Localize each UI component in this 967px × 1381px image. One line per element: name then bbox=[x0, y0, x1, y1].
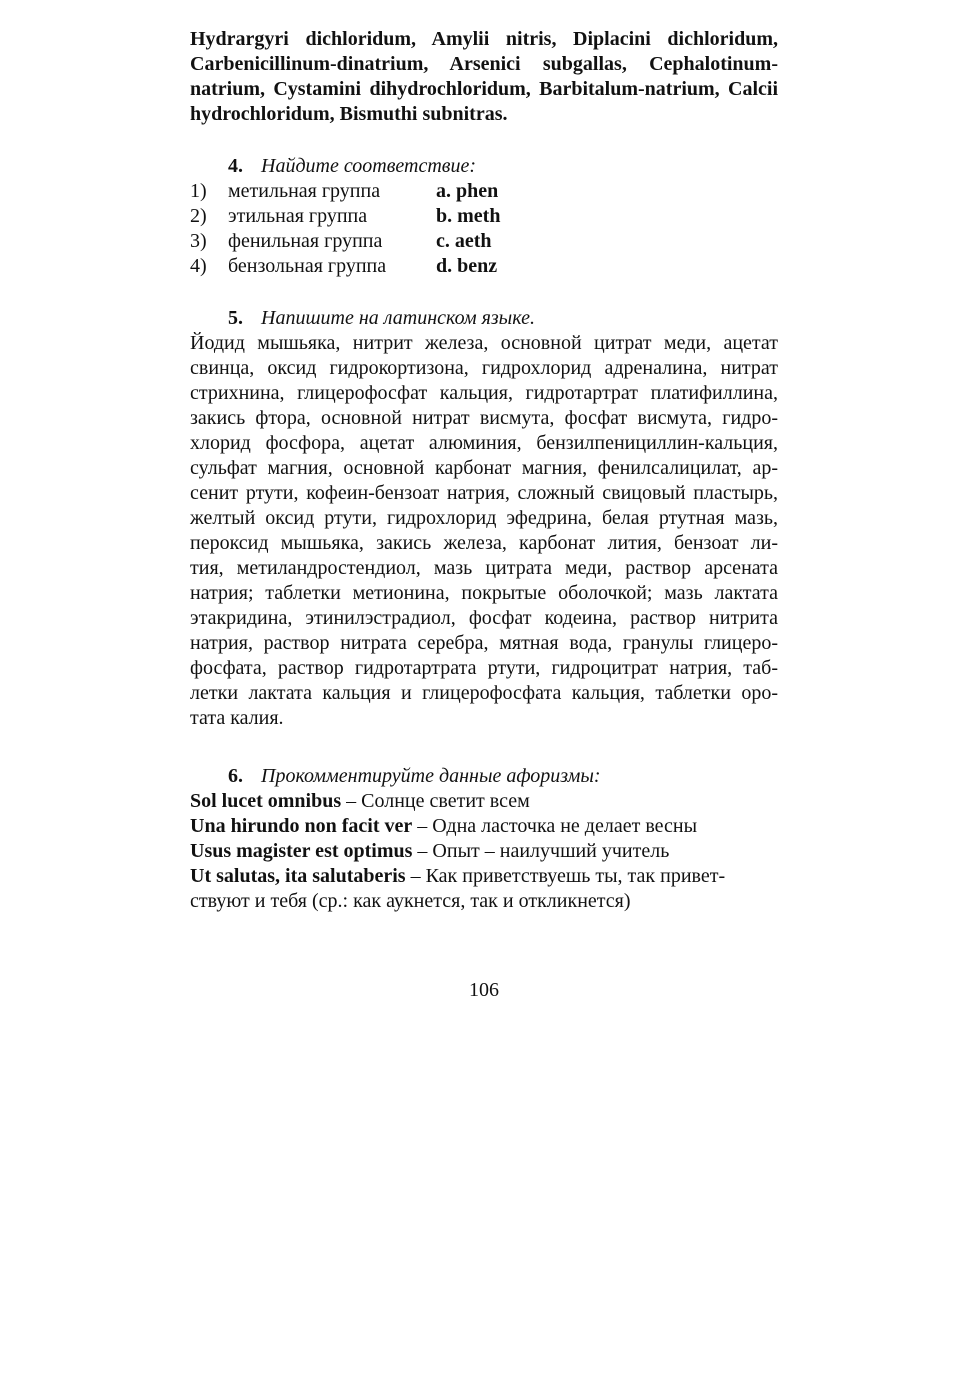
intro-line: natrium, Cystamini dihydrochloridum, Barbitalum-natrium, Calcii bbox=[190, 78, 778, 100]
match-number: 1) bbox=[190, 180, 207, 202]
task-6-title: Прокомментируйте данные афоризмы: bbox=[261, 765, 601, 787]
aphorism-translation: – Солнце светит всем bbox=[341, 790, 530, 812]
match-answer: a. phen bbox=[436, 180, 499, 202]
aphorism-translation: – Опыт – наилучший учитель bbox=[412, 840, 670, 862]
task-6-heading bbox=[228, 764, 601, 789]
match-answer: b. meth bbox=[436, 205, 501, 227]
task-5-line: летки лактата кальция и глицерофосфата кальция, таблетки оро- bbox=[190, 682, 778, 704]
task-5-line: Йодид мышьяка, нитрит железа, основной цитрат меди, ацетат bbox=[190, 332, 778, 354]
aphorism-continuation: ствуют и тебя (ср.: как аукнется, так и откликнется) bbox=[190, 890, 631, 912]
task-5-line: закись фтора, основной нитрат висмута, фосфат висмута, гидро- bbox=[190, 407, 778, 429]
aphorism-line bbox=[190, 789, 530, 814]
aphorism-translation: – Как приветствуешь ты, так привет- bbox=[405, 865, 726, 887]
match-number: 4) bbox=[190, 255, 207, 277]
aphorism-latin: Sol lucet omnibus bbox=[190, 790, 342, 812]
task-5-line: желтый оксид ртути, гидрохлорид эфедрина, белая ртутная мазь, bbox=[190, 507, 778, 529]
task-5-line: стрихнина, глицерофосфат кальция, гидротартрат платифиллина, bbox=[190, 382, 778, 404]
match-row bbox=[190, 204, 530, 229]
task-5-line: сенит ртути, кофеин-бензоат натрия, сложный свицовый пластырь, bbox=[190, 482, 778, 504]
page-number: 106 bbox=[469, 979, 499, 1001]
aphorism-translation: – Одна ласточка не делает весны bbox=[412, 815, 698, 837]
match-row bbox=[190, 179, 530, 204]
aphorism-line bbox=[190, 864, 725, 889]
task-6-number: 6. bbox=[228, 765, 243, 787]
match-term: этильная группа bbox=[228, 205, 368, 227]
task-5-number: 5. bbox=[228, 307, 243, 329]
task-5-heading bbox=[228, 306, 535, 331]
match-row bbox=[190, 254, 530, 279]
task-4-heading bbox=[228, 154, 476, 179]
aphorism-latin: Usus magister est optimus bbox=[190, 840, 413, 862]
task-5-line: хлорид фосфора, ацетат алюминия, бензилпенициллин-кальция, bbox=[190, 432, 778, 454]
task-5-title: Напишите на латинском языке. bbox=[261, 307, 535, 329]
intro-line: Carbenicillinum-dinatrium, Arsenici subgallas, Cephalotinum- bbox=[190, 53, 778, 75]
task-5-line: этакридина, этинилэстрадиол, фосфат кодеина, раствор нитрита bbox=[190, 607, 778, 629]
match-term: фенильная группа bbox=[228, 230, 383, 252]
task-5-line: сульфат магния, основной карбонат магния, фенилсалицилат, ар- bbox=[190, 457, 778, 479]
aphorism-latin: Ut salutas, ita salutaberis bbox=[190, 865, 406, 887]
task-5-line: фосфата, раствор гидротартрата ртути, гидроцитрат натрия, таб- bbox=[190, 657, 778, 679]
task-5-line: натрия, раствор нитрата серебра, мятная вода, гранулы глицеро- bbox=[190, 632, 778, 654]
intro-line: Hydrargyri dichloridum, Amylii nitris, Diplacini dichloridum, bbox=[190, 28, 778, 50]
match-answer: c. aeth bbox=[436, 230, 492, 252]
task-5-line: пероксид мышьяка, закись железа, карбонат лития, бензоат ли- bbox=[190, 532, 778, 554]
task-5-line: свинца, оксид гидрокортизона, гидрохлорид адреналина, нитрат bbox=[190, 357, 778, 379]
aphorism-latin: Una hirundo non facit ver bbox=[190, 815, 413, 837]
match-number: 3) bbox=[190, 230, 207, 252]
aphorism-line bbox=[190, 814, 697, 839]
task-5-line: тия, метиландростендиол, мазь цитрата меди, раствор арсената bbox=[190, 557, 778, 579]
match-number: 2) bbox=[190, 205, 207, 227]
match-row bbox=[190, 229, 530, 254]
aphorism-line bbox=[190, 839, 669, 864]
task-4-title: Найдите соответствие: bbox=[261, 155, 476, 177]
task-5-line: тата калия. bbox=[190, 707, 284, 729]
match-answer: d. benz bbox=[436, 255, 498, 277]
task-5-line: натрия; таблетки метионина, покрытые оболочкой; мазь лактата bbox=[190, 582, 778, 604]
task-4-number: 4. bbox=[228, 155, 243, 177]
match-term: бензольная группа bbox=[228, 255, 387, 277]
match-term: метильная группа bbox=[228, 180, 381, 202]
intro-line: hydrochloridum, Bismuthi subnitras. bbox=[190, 103, 508, 125]
